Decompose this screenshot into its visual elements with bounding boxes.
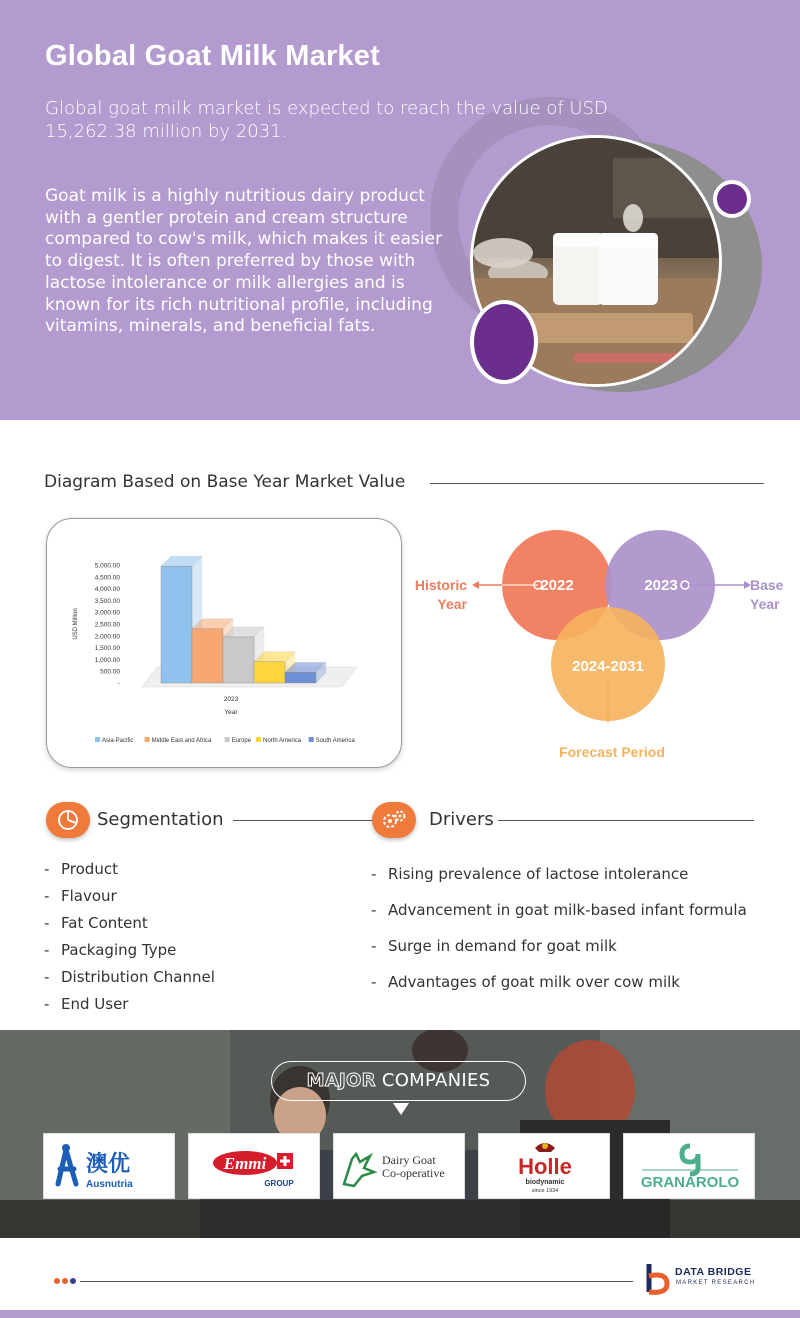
footer-divider [80, 1281, 633, 1282]
product-description: Goat milk is a highly nutritious dairy product with a gentler protein and cream structure compared to cow's milk, which makes it easier to digest. It is often preferred by those with lactose intolerance or milk allergies and is known for its rich nutritional profile, including vitamins, minerals, and beneficial fats. [45, 186, 443, 337]
y-tick-label: 3,000.00 [94, 609, 120, 617]
legend-label: Asia-Pacific [102, 738, 134, 744]
y-tick-label: 4,000.00 [94, 586, 120, 594]
list-item: - Surge in demand for goat milk [371, 928, 747, 964]
legend-label: Europe [231, 738, 252, 744]
venn-timeline [405, 520, 800, 770]
segmentation-divider [233, 820, 373, 821]
list-item: - Advancement in goat milk-based infant formula [371, 892, 747, 928]
drivers-badge [372, 802, 416, 838]
footer-dots-icon [53, 1276, 83, 1286]
drivers-title: Drivers [429, 809, 494, 830]
x-axis-label: Year [224, 709, 238, 716]
x-tick-label: 2023 [223, 696, 239, 703]
timeline-venn-diagram [405, 520, 800, 770]
historic-label-line2: Year [437, 596, 467, 612]
ausnutria-cn: 澳优 [86, 1152, 131, 1177]
y-tick-label: 2,500.00 [94, 621, 120, 629]
ausnutria-logo [44, 1134, 176, 1200]
segmentation-list [44, 856, 215, 1018]
dairy-goat-line1: Dairy Goat [382, 1153, 436, 1167]
historic-label-line1: Historic [414, 577, 467, 593]
logo-emmi [188, 1133, 320, 1199]
logo-ausnutria [43, 1133, 175, 1199]
base-label-line1: Base [750, 577, 784, 593]
bar-asia-pacific [161, 566, 192, 683]
footer [0, 1238, 800, 1318]
list-item: - Product [44, 856, 215, 883]
bar-europe [223, 637, 254, 683]
bar-south-america [285, 672, 316, 683]
market-chart-card [46, 518, 402, 768]
major-companies-label [271, 1061, 526, 1101]
drivers-divider [498, 820, 754, 821]
bar-north-america [254, 662, 285, 683]
diagram-section-title: Diagram Based on Base Year Market Value [44, 472, 409, 492]
data-bridge-logo-icon [643, 1262, 673, 1296]
y-tick-label: 2,000.00 [94, 633, 120, 641]
brand-tagline: MARKET RESEARCH [676, 1280, 756, 1286]
section-divider [430, 483, 764, 484]
y-tick-label: 1,500.00 [94, 645, 120, 653]
y-tick-label: - [117, 680, 120, 688]
holle-biodynamic: biodynamic [525, 1179, 565, 1186]
major-companies-rest: COMPANIES [375, 1070, 491, 1091]
brand-name: DATA BRIDGE [675, 1266, 752, 1278]
segmentation-badge [46, 802, 90, 838]
dairy-goat-logo [334, 1134, 466, 1200]
bottom-accent-bar [0, 1310, 800, 1318]
logo-granarolo [623, 1133, 755, 1199]
y-tick-label: 500.00 [100, 668, 120, 676]
logo-holle [478, 1133, 610, 1199]
list-item: - Distribution Channel [44, 964, 215, 991]
historic-year-value: 2022 [540, 577, 574, 594]
y-tick-label: 1,000.00 [94, 656, 120, 664]
list-item: - Advantages of goat milk over cow milk [371, 964, 747, 1000]
holle-logo [479, 1134, 611, 1200]
base-label-line2: Year [750, 596, 780, 612]
decor-dot-purple [713, 180, 751, 218]
forecast-label: Forecast Period [559, 744, 665, 760]
market-bar-chart [47, 519, 403, 769]
legend-swatch [256, 737, 261, 742]
emmi-brand: Emmi [223, 1154, 267, 1173]
legend-label: North America [263, 738, 302, 744]
list-item: - Rising prevalence of lactose intolerance [371, 856, 747, 892]
legend-swatch [145, 737, 150, 742]
emmi-group: GROUP [264, 1179, 294, 1188]
major-companies-section [0, 1030, 800, 1238]
emmi-logo [189, 1134, 321, 1200]
holle-brand: Holle [518, 1154, 572, 1179]
list-item: - End User [44, 991, 215, 1018]
logo-dairy-goat [333, 1133, 465, 1199]
ausnutria-name: Ausnutria [86, 1179, 133, 1190]
legend-swatch [309, 737, 314, 742]
legend-label: South America [315, 738, 355, 744]
pointer-down-icon [393, 1103, 409, 1115]
market-value-statement: Global goat milk market is expected to reach the value of USD 15,262.38 million by 2031. [45, 98, 608, 142]
dairy-goat-line2: Co-operative [382, 1166, 445, 1180]
list-item: - Fat Content [44, 910, 215, 937]
bar-middle-east-and-africa [192, 629, 223, 683]
list-item: - Packaging Type [44, 937, 215, 964]
decor-half-circle-purple [470, 300, 538, 384]
list-item: - Flavour [44, 883, 215, 910]
y-tick-label: 3,500.00 [94, 597, 120, 605]
y-tick-label: 4,500.00 [94, 574, 120, 582]
gears-icon [372, 802, 416, 838]
pie-chart-icon [46, 802, 90, 838]
hero-banner [0, 0, 800, 420]
legend-label: Middle East and Africa [151, 738, 212, 744]
segmentation-title: Segmentation [97, 809, 224, 830]
holle-since: since 1934 [531, 1188, 559, 1194]
forecast-years-value: 2024-2031 [572, 658, 644, 675]
y-tick-label: 5,000.00 [94, 562, 120, 570]
legend-swatch [225, 737, 230, 742]
page-title: Global Goat Milk Market [45, 40, 380, 72]
drivers-list [371, 856, 747, 1000]
y-axis-label: USD Million [73, 608, 79, 640]
granarolo-brand: GRANAROLO [640, 1174, 740, 1191]
base-year-value: 2023 [644, 577, 678, 594]
legend-swatch [95, 737, 100, 742]
major-companies-bold: MAJOR [306, 1070, 376, 1091]
granarolo-logo [624, 1134, 756, 1200]
